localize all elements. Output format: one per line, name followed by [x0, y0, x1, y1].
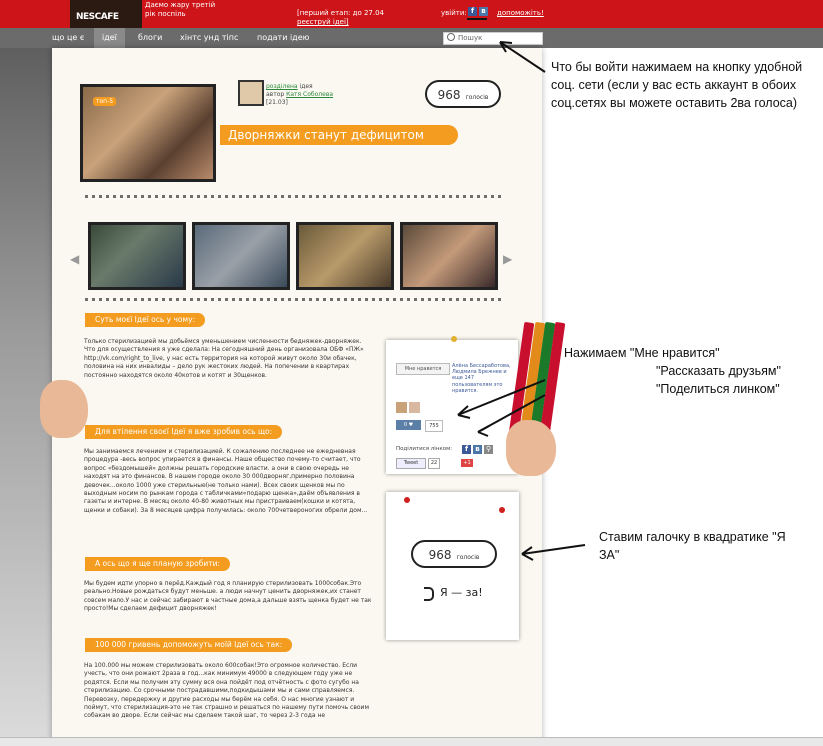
- vk-like-label: 0: [403, 422, 408, 428]
- nav-item-about[interactable]: що це є: [52, 33, 85, 42]
- arrow-to-like: [458, 380, 545, 415]
- note-votes-label: голосів: [456, 554, 480, 561]
- annotation-like-3: "Поделиться линком": [656, 382, 780, 396]
- section-heading: Для втілення своєї Ідеї я вже зробив ось що:: [85, 425, 282, 439]
- link-share-icon[interactable]: ⚲: [485, 445, 492, 453]
- search-placeholder: Пошук: [458, 34, 483, 42]
- tweet-button[interactable]: Tweet: [396, 458, 426, 469]
- annotation-za: Ставим галочку в квадратике "Я ЗА": [599, 530, 786, 562]
- annotation-like-2: "Рассказать друзьям": [656, 364, 781, 378]
- stage-text: [перший етап: до 27.04: [297, 9, 385, 17]
- fb-likers-text: Алёна Бессаработова, Людмила Брежнев и еще 147 пользователям это нравится.: [452, 363, 511, 394]
- like-label: Мне нравится: [404, 366, 442, 372]
- section-text: Мы занимаемся лечением и стерилизацией. К сожалению последнее не ежедневная процедура -весь вопрос упирается в финансы. Наше общество почему-то считает, что вопрос «бездомышей» должны решать городские власти. а они в свою очередь не находят на это финансов. В нашем городе около 30 000дворняг,примерно половина девочек...около 1000 уже стерильные(не только нами). Всех своих щенков мы по выходным носим по рынкам города с табличками«подарю щенка»,даём объявления в газеты и интерне. В месяц около 40-80 животных мы пристраиваем(кошки и котята, щенки и собаки). За 8 месяцев цифра получилась: около 700четвероногих обрели дом...: [84, 448, 368, 514]
- logo-text: NESCAFE: [76, 12, 119, 22]
- section-heading: Суть моєї Ідеї ось у чому:: [85, 313, 205, 327]
- section-text: На 100.000 мы можем стерилизовать около 600собак!Это огромное количество. Если учесть, что они рожают 2раза в год...как минимум 49000 в следующем году уже не родятся. Если мы получим эту сумму вся она пойдёт под отчётность с фото сугубо на стерилизацию. Со срочными пострадавшими,подкидышами мы и сами справляемся. Перевозку, передержку и другие расходы мы берём на себя. О нас многие узнают и поймут, что стерилизация-это не так страшно и решаться по нашему пути помочь своим собакам во дворе. Если сейчас мы сделаем такой шаг, то через 2-3 года не: [84, 662, 369, 720]
- idea-date: [21.03]: [266, 99, 288, 106]
- nav-item-ideas[interactable]: ідеї: [94, 28, 125, 48]
- carousel-prev-icon[interactable]: ◀: [70, 252, 80, 266]
- carousel-next-icon[interactable]: ▶: [503, 252, 513, 266]
- vk-like-button[interactable]: 0 ♥: [396, 420, 421, 430]
- note-votes-number: 968: [428, 548, 452, 562]
- section-text: Только стерилизацией мы добьёмся уменьшением численности бедняжек-дворняжек. Что для осуществления я уже сделала: На сегодняшний день организовала ОБФ «ПЖ» http://vk.com/right_to_live, у нас есть территория на которой живут около 30и обачек, половина на них инвалиды – дело рук жестоких людей. На попечении в квартирах постоянно находятся около 40котов и котят и 30щенков.: [84, 338, 364, 379]
- idea-title: Дворняжки станут дефицитом: [220, 125, 458, 145]
- section-heading: 100 000 гривень допоможуть моїй Ідеї ось так:: [85, 638, 292, 652]
- top-badge: топ-5: [93, 97, 116, 106]
- votes-label: голосів: [465, 94, 489, 101]
- author-label: автор: [266, 91, 285, 98]
- facebook-share-icon[interactable]: f: [462, 445, 471, 454]
- annotation-login: Что бы войти нажимаем на кнопку удобной соц. сети (если у вас есть аккаунт в обоих соц.сетях вы можете оставить 2ва голоса): [551, 60, 803, 110]
- vk-like-count: 755: [425, 420, 443, 432]
- login-label: увійти:: [441, 9, 467, 17]
- nav-item-submit-idea[interactable]: подати ідею: [257, 33, 310, 42]
- meta-label: ідея: [299, 83, 313, 90]
- vk-login-icon[interactable]: в: [479, 7, 488, 16]
- section-heading: А ось що я ще планую зробити:: [85, 557, 230, 571]
- help-link[interactable]: допоможіть!: [497, 9, 544, 17]
- category-link[interactable]: розділена: [266, 83, 298, 90]
- vote-for-label[interactable]: Я — за!: [440, 586, 483, 599]
- votes-number: 968: [437, 88, 461, 102]
- vk-share-icon[interactable]: в: [473, 445, 482, 454]
- author-link[interactable]: Катя Соболева: [286, 91, 334, 98]
- section-text: Мы будем идти упорно в перёд.Каждый год я планирую стерилизовать 1000собак.Это реально.Новые рождаться будут меньше. а люди начнут ценить дворняжек,их станет совсем мало.У нас и сейчас забирают в частные дома,а дальше взять щенка будет не так просто!Мы сделаем дефицит дворняжек!: [84, 580, 372, 613]
- slogan: Даємо жару третій рік поспіль: [145, 1, 216, 18]
- gplus-button[interactable]: +1: [461, 459, 473, 467]
- stage-link[interactable]: реєструй ідеї]: [297, 18, 349, 26]
- share-label: Поділитися лінком:: [396, 446, 453, 452]
- arrow-to-social: [500, 42, 545, 72]
- facebook-login-icon[interactable]: f: [468, 7, 477, 16]
- nav-item-blogs[interactable]: блоги: [138, 33, 163, 42]
- nav-item-tips[interactable]: хінтс унд тіпс: [180, 33, 239, 42]
- annotation-like: Нажимаем "Мне нравится": [564, 346, 720, 360]
- tweet-count: 22: [428, 458, 440, 469]
